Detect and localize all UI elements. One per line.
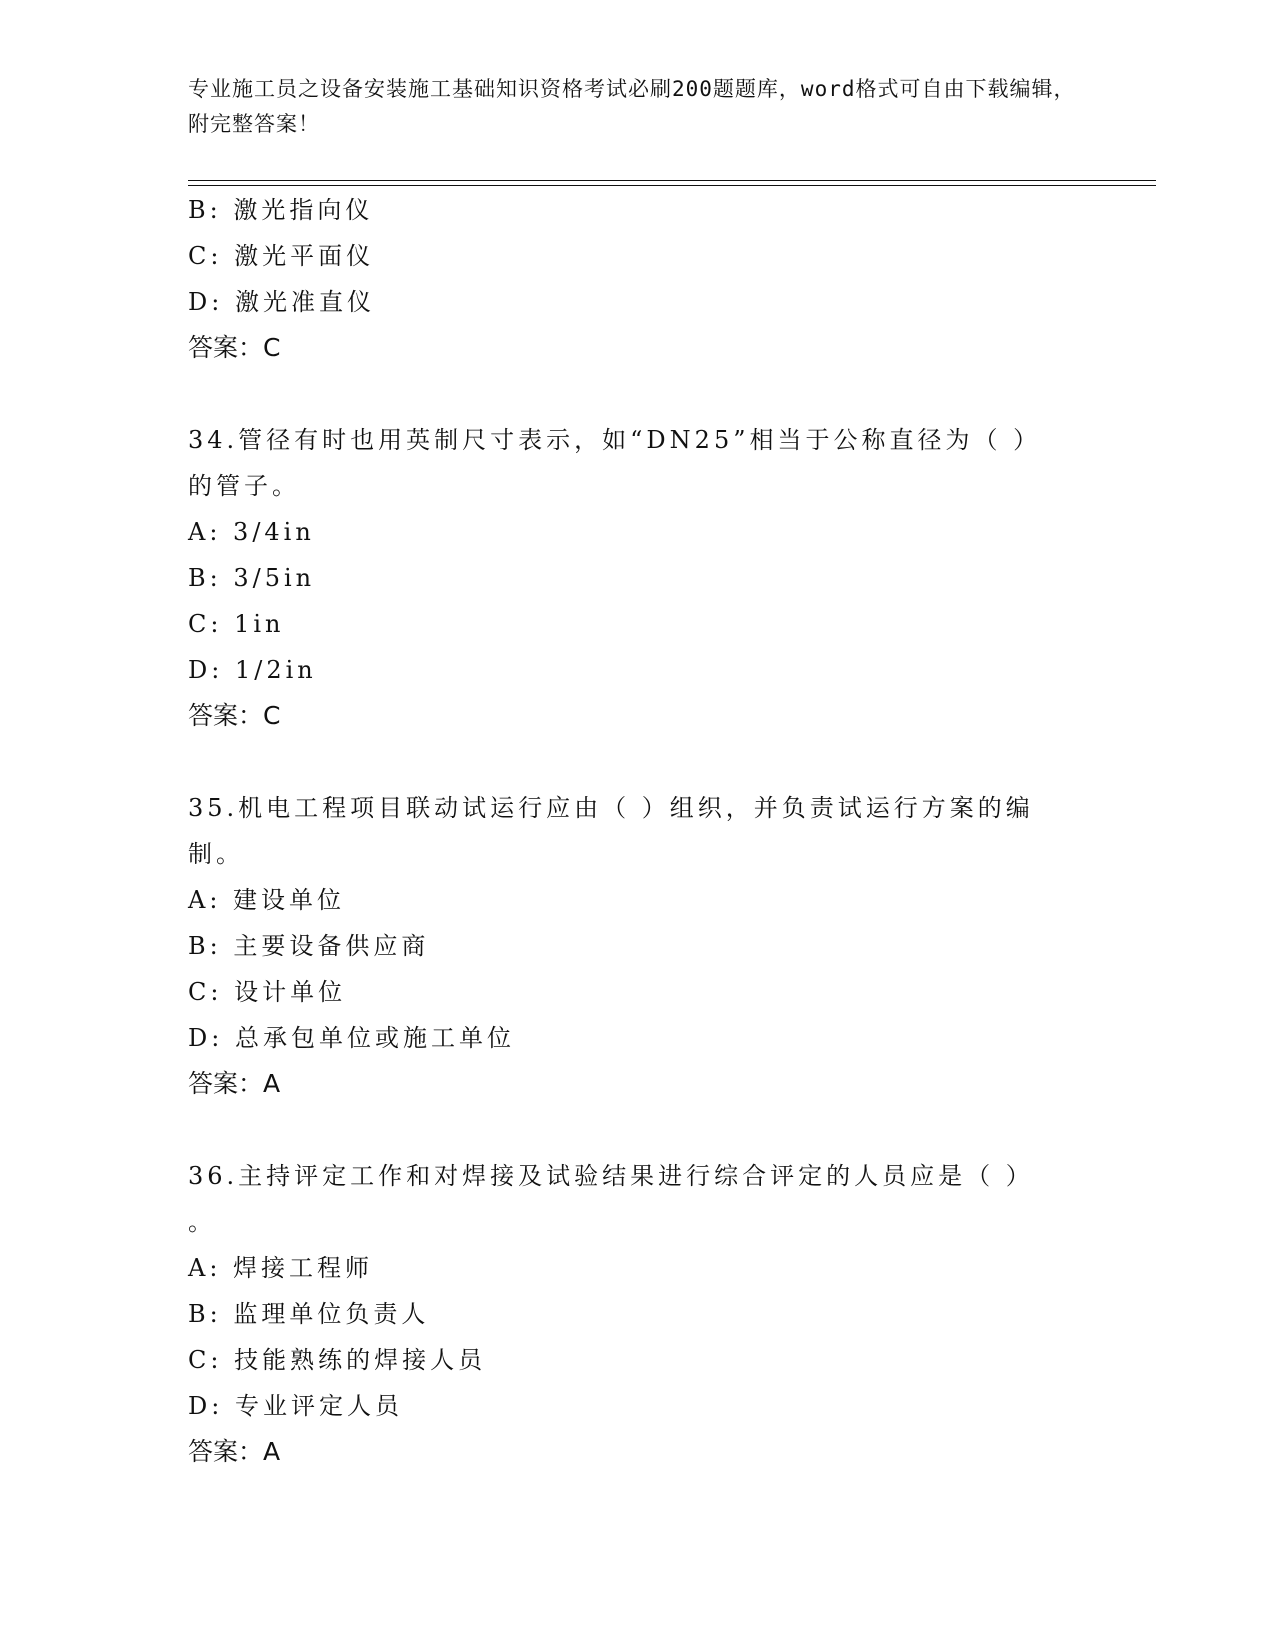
answer: 答案：A — [188, 1437, 281, 1466]
answer: 答案：A — [188, 1069, 281, 1098]
option-b: B: 3/5in — [188, 564, 316, 592]
option-b: B: 监理单位负责人 — [188, 1300, 430, 1328]
option-c: C: 1in — [188, 610, 285, 638]
answer: 答案：C — [188, 333, 281, 362]
option-c: C: 激光平面仪 — [188, 242, 375, 270]
question-text: 34.管径有时也用英制尺寸表示，如“DN25”相当于公称直径为（ ） — [188, 426, 1042, 454]
question-text-cont: 制。 — [188, 840, 244, 868]
question-text: 36.主持评定工作和对焊接及试验结果进行综合评定的人员应是（ ） — [188, 1162, 1034, 1190]
header-rule-bottom — [188, 185, 1156, 186]
spacer — [188, 371, 1088, 417]
option-d: D: 激光准直仪 — [188, 288, 375, 316]
option-d: D: 1/2in — [188, 656, 317, 684]
answer: 答案：C — [188, 701, 281, 730]
option-c: C: 设计单位 — [188, 978, 347, 1006]
option-d: D: 总承包单位或施工单位 — [188, 1024, 515, 1052]
option-d: D: 专业评定人员 — [188, 1392, 403, 1420]
question-block-35 — [188, 785, 1088, 1107]
question-text: 35.机电工程项目联动试运行应由（ ）组织，并负责试运行方案的编 — [188, 794, 1034, 822]
spacer — [188, 1107, 1088, 1153]
option-c: C: 技能熟练的焊接人员 — [188, 1346, 487, 1374]
option-a: A: 建设单位 — [188, 886, 346, 914]
option-b: B: 主要设备供应商 — [188, 932, 430, 960]
spacer — [188, 739, 1088, 785]
header-rule-top — [188, 180, 1156, 181]
question-text-cont: 。 — [188, 1208, 216, 1236]
question-text-cont: 的管子。 — [188, 472, 300, 500]
option-b: B: 激光指向仪 — [188, 196, 374, 224]
option-a: A: 3/4in — [188, 518, 315, 546]
question-content — [188, 187, 1088, 1475]
question-block-36 — [188, 1153, 1088, 1475]
question-block-34 — [188, 417, 1088, 739]
option-a: A: 焊接工程师 — [188, 1254, 374, 1282]
document-header: 专业施工员之设备安装施工基础知识资格考试必刷200题题库，word格式可自由下载编辑，附完整答案！ — [188, 77, 1076, 136]
prev-question-block — [188, 187, 1088, 371]
